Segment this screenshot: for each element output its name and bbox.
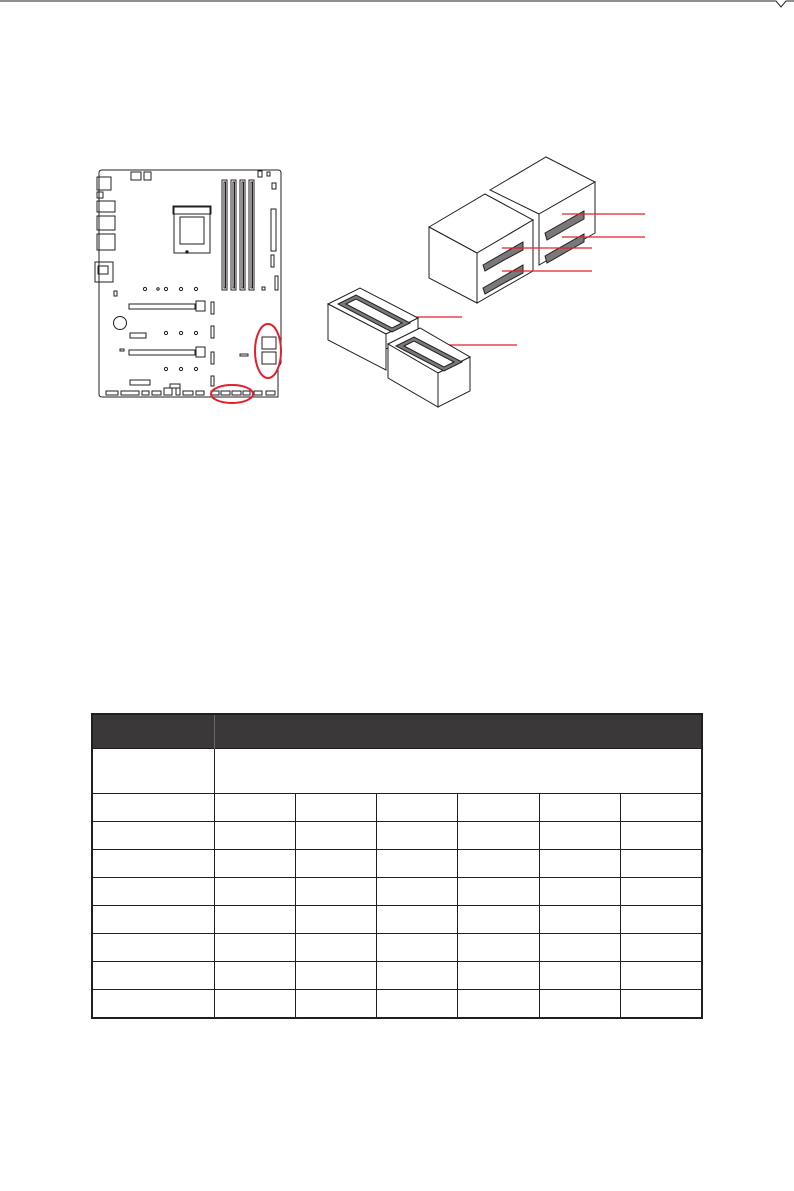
table-cell: [92, 822, 214, 850]
table-cell: [377, 850, 458, 878]
table-cell: [458, 906, 539, 934]
table-row: [92, 822, 702, 850]
table-header-cell: [214, 714, 702, 749]
table-cell: [377, 878, 458, 906]
table-cell: [621, 990, 702, 1019]
table-cell: [458, 794, 539, 822]
table-cell: [92, 749, 214, 794]
table-cell: [539, 906, 620, 934]
table-cell: [621, 878, 702, 906]
table-cell: [214, 934, 295, 962]
table-cell: [92, 794, 214, 822]
table-cell: [621, 794, 702, 822]
table-cell: [377, 822, 458, 850]
table-cell: [458, 962, 539, 990]
table-cell: [214, 850, 295, 878]
table-cell: [458, 990, 539, 1019]
table-cell: [621, 822, 702, 850]
table-row: [92, 850, 702, 878]
table-cell: [295, 906, 376, 934]
table-cell: [539, 794, 620, 822]
table-cell: [295, 990, 376, 1019]
table-cell: [539, 878, 620, 906]
table-cell: [214, 878, 295, 906]
table-row: [92, 990, 702, 1019]
table-cell: [295, 878, 376, 906]
page-header-rule: [0, 0, 794, 12]
table-description-row: [92, 749, 702, 794]
table-cell: [621, 962, 702, 990]
compatibility-table: [91, 713, 703, 1019]
motherboard-diagram: [95, 170, 281, 397]
table-cell: [92, 878, 214, 906]
table-header-cell: [92, 714, 214, 749]
table-cell: [295, 822, 376, 850]
table-cell: [539, 962, 620, 990]
table-header-row: [92, 714, 702, 749]
table-cell: [92, 906, 214, 934]
single-sata-connectors: [328, 288, 470, 407]
table-cell: [377, 906, 458, 934]
sata-side-highlight: [255, 324, 281, 378]
table-row: [92, 962, 702, 990]
table-row: [92, 794, 702, 822]
table-cell: [92, 990, 214, 1019]
table-row: [92, 878, 702, 906]
table-cell: [214, 990, 295, 1019]
table-cell: [621, 850, 702, 878]
table-cell: [92, 934, 214, 962]
table-cell: [377, 962, 458, 990]
table-row: [92, 934, 702, 962]
table-cell: [214, 794, 295, 822]
table-cell: [214, 962, 295, 990]
table-cell: [295, 794, 376, 822]
table-cell: [539, 850, 620, 878]
table-cell: [92, 962, 214, 990]
table-cell: [377, 794, 458, 822]
table-cell: [539, 990, 620, 1019]
table-cell: [458, 934, 539, 962]
sata-connector-figure: [0, 150, 794, 420]
compatibility-table-wrap: [91, 713, 703, 1019]
table-cell: [295, 934, 376, 962]
table-cell: [214, 822, 295, 850]
table-cell: [92, 850, 214, 878]
table-cell: [458, 878, 539, 906]
table-cell: [621, 906, 702, 934]
table-row: [92, 906, 702, 934]
table-cell: [295, 850, 376, 878]
table-cell: [458, 822, 539, 850]
table-cell: [539, 822, 620, 850]
table-cell: [458, 850, 539, 878]
table-cell: [214, 906, 295, 934]
table-cell: [377, 990, 458, 1019]
table-cell: [295, 962, 376, 990]
table-cell: [621, 934, 702, 962]
table-cell: [214, 749, 702, 794]
table-cell: [377, 934, 458, 962]
stacked-sata-connectors: [429, 157, 595, 303]
table-cell: [539, 934, 620, 962]
